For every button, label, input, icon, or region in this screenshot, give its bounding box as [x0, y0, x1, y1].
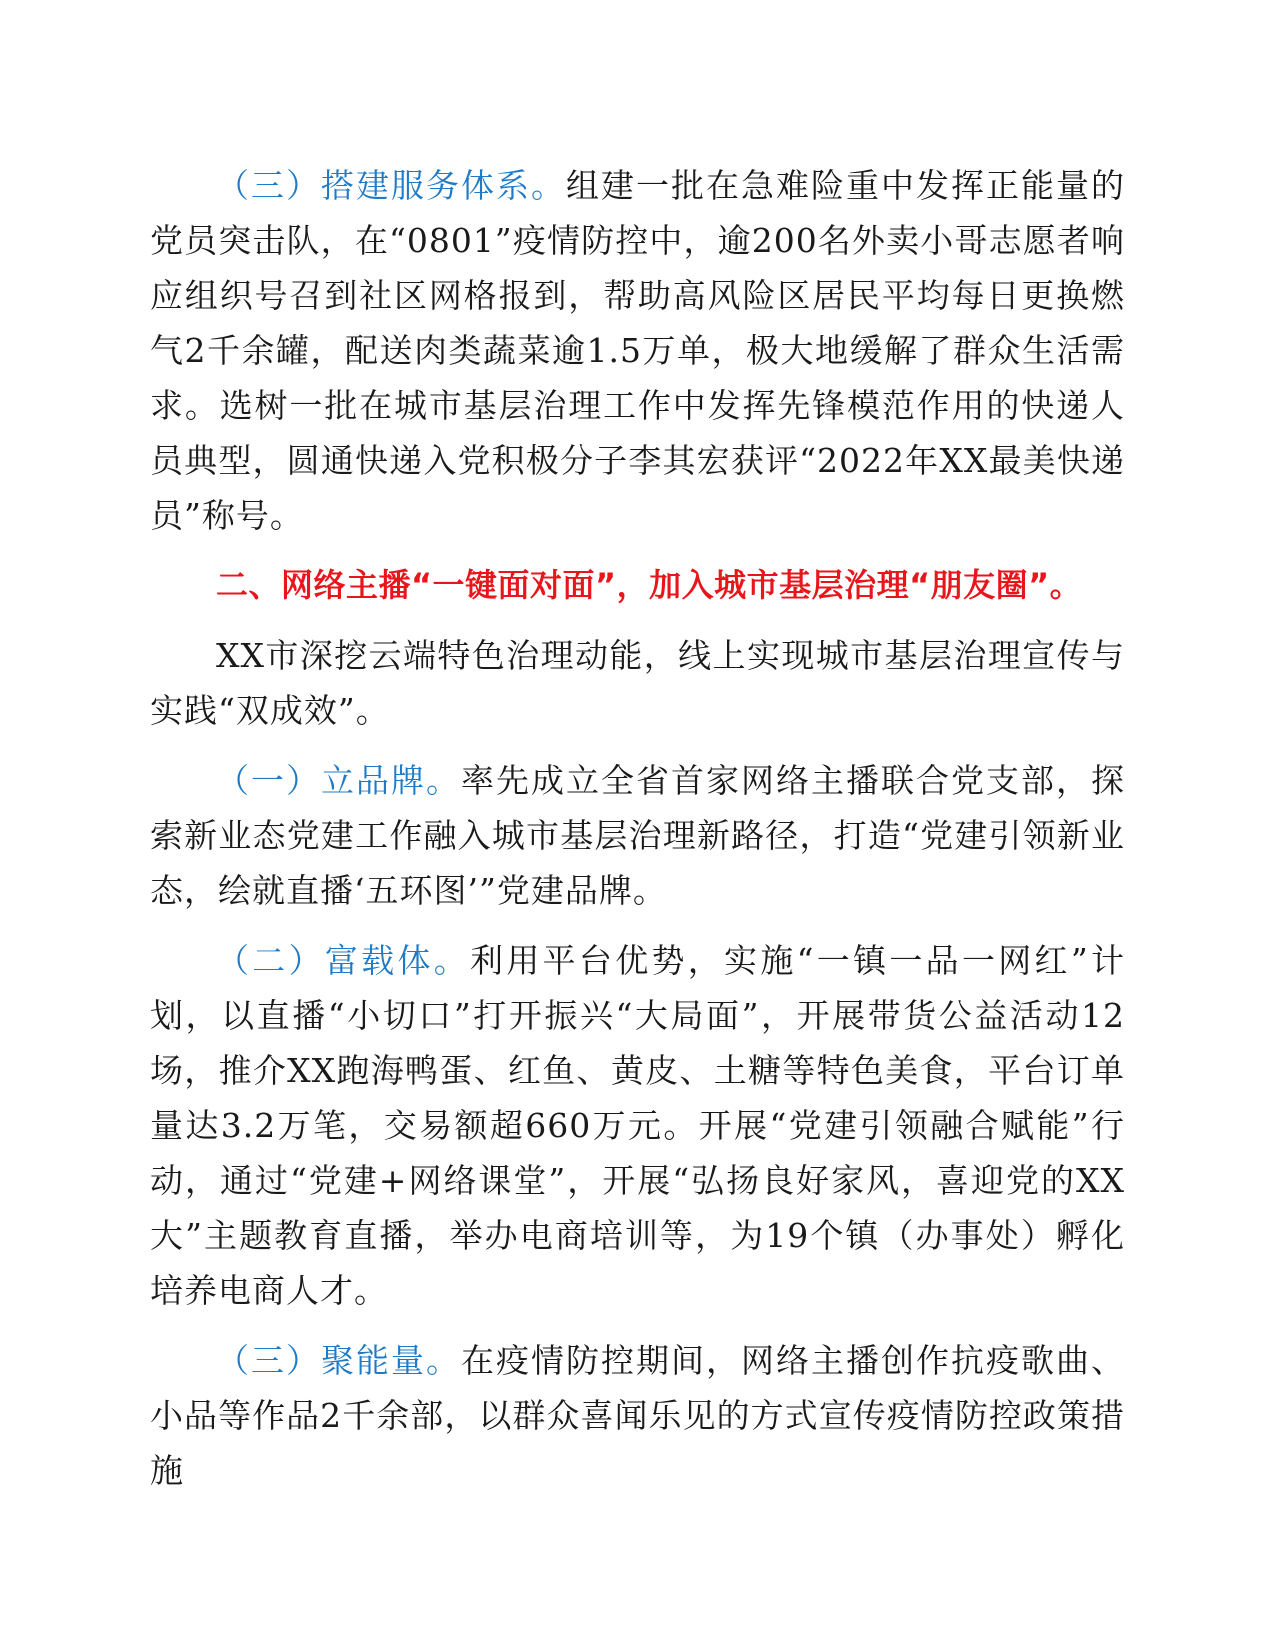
section-heading: 二、网络主播“一键面对面”，加入城市基层治理“朋友圈”。 [216, 566, 1083, 604]
paragraph-service-system [150, 158, 1125, 543]
paragraph-text: 在疫情防控期间，网络主播创作抗疫歌曲、小品等作品2千余部，以群众喜闻乐见的方式宣传疫情防控政策措施 [150, 1341, 1125, 1490]
paragraph-lead: （三）聚能量。 [216, 1341, 461, 1380]
paragraph-text: 率先成立全省首家网络主播联合党支部，探索新业态党建工作融入城市基层治理新路径，打造“党建引领新业态，绘就直播‘五环图’”党建品牌。 [150, 761, 1125, 910]
paragraph-lead: （二）富载体。 [216, 941, 471, 980]
paragraph-lead: （三）搭建服务体系。 [216, 166, 566, 205]
paragraph-energy [150, 1333, 1125, 1498]
paragraph-text: 组建一批在急难险重中发挥正能量的党员突击队，在“0801”疫情防控中，逾200名外卖小哥志愿者响应组织号召到社区网格报到，帮助高风险区居民平均每日更换燃气2千余罐，配送肉类蔬菜逾1.5万单，极大地缓解了群众生活需求。选树一批在城市基层治理工作中发挥先锋模范作用的快递人员典型，圆通快递入党积极分子李其宏获评“2022年XX最美快递员”称号。 [150, 166, 1125, 535]
paragraph-text: 利用平台优势，实施“一镇一品一网红”计划，以直播“小切口”打开振兴“大局面”，开展带货公益活动12场，推介XX跑海鸭蛋、红鱼、黄皮、土糖等特色美食，平台订单量达3.2万笔，交易额超660万元。开展“党建引领融合赋能”行动，通过“党建+网络课堂”，开展“弘扬良好家风，喜迎党的XX大”主题教育直播，举办电商培训等，为19个镇（办事处）孵化培养电商人才。 [150, 941, 1125, 1310]
document-body [150, 158, 1125, 1498]
paragraph-lead: （一）立品牌。 [216, 761, 461, 800]
section-intro: XX市深挖云端特色治理动能，线上实现城市基层治理宣传与实践“双成效”。 [150, 636, 1125, 730]
paragraph-brand [150, 753, 1125, 918]
paragraph-carrier [150, 933, 1125, 1318]
